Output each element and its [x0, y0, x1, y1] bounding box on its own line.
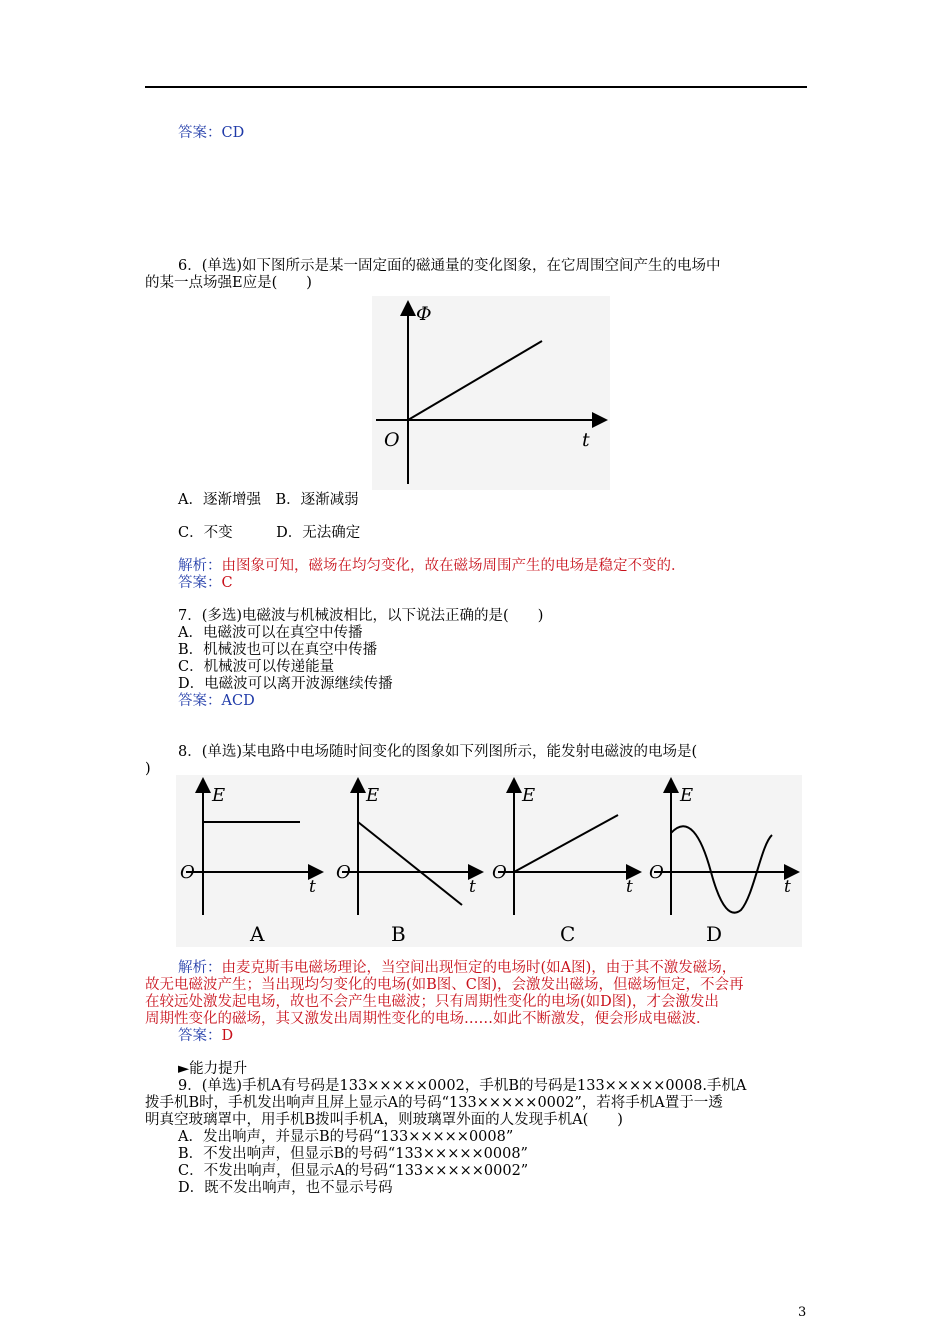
q8-answer [178, 1028, 233, 1045]
figure-letter: A [250, 922, 265, 946]
origin-label: O [180, 862, 195, 883]
q8-efield-graphs [176, 775, 802, 947]
origin-label: O [492, 862, 507, 883]
answer-5 [178, 125, 244, 142]
figure-letter: B [391, 922, 406, 946]
answer-value: D [221, 1028, 234, 1044]
answer-label: 答案： [178, 693, 222, 709]
q6-options-line2: C．不变 D．无法确定 [178, 525, 361, 541]
analysis-label: 解析： [178, 960, 222, 976]
x-axis-label: t [469, 877, 476, 897]
x-axis-label: t [784, 877, 791, 897]
y-axis-label: E [212, 785, 226, 806]
y-axis-label: E [522, 785, 536, 806]
q8-analysis-line3: 在较远处激发起电场，故也不会产生电磁波；只有周期性变化的电场(如D图)，才会激发出 [145, 994, 719, 1010]
answer-value: ACD [221, 693, 255, 709]
q8-stem-line2: ) [145, 761, 151, 777]
figure-letter: D [706, 922, 723, 946]
q6-analysis [178, 558, 686, 575]
q9-option-c: C．不发出响声，但显示A的号码“133×××××0002” [178, 1163, 529, 1179]
x-axis-label: t [309, 877, 316, 897]
q9-stem-line2: 拨手机B时，手机发出响声且屏上显示A的号码“133×××××0002”，若将手机A置于一透 [145, 1095, 723, 1111]
q6-answer [178, 575, 233, 592]
answer-label: 答案： [178, 575, 222, 591]
q9-stem-line1: 9．(单选)手机A有号码是133×××××0002，手机B的号码是133×××××0008.手机A [178, 1078, 747, 1094]
q9-option-d: D．既不发出响声，也不显示号码 [178, 1180, 393, 1196]
answer-label: 答案： [178, 125, 222, 141]
q6-stem-line1: 6．(单选)如下图所示是某一固定面的磁通量的变化图象，在它周围空间产生的电场中 [178, 258, 721, 274]
q9-stem-line3: 明真空玻璃罩中，用手机B拨叫手机A，则玻璃罩外面的人发现手机A( ) [145, 1112, 623, 1128]
q7-option-a: A．电磁波可以在真空中传播 [178, 625, 363, 641]
q7-option-d: D．电磁波可以离开波源继续传播 [178, 676, 393, 692]
origin-label: O [336, 862, 351, 883]
q6-flux-graph [372, 296, 610, 490]
y-axis-label: Φ [416, 303, 432, 325]
q7-stem: 7．(多选)电磁波与机械波相比，以下说法正确的是( ) [178, 608, 544, 624]
analysis-text: 由麦克斯韦电磁场理论，当空间出现恒定的电场时(如A图)，由于其不激发磁场， [221, 960, 737, 976]
q9-option-b: B．不发出响声，但显示B的号码“133×××××0008” [178, 1146, 528, 1162]
analysis-text: 由图象可知，磁场在均匀变化，故在磁场周围产生的电场是稳定不变的． [221, 558, 686, 574]
q8-analysis-line2: 故无电磁波产生；当出现均匀变化的电场(如B图、C图)，会激发出磁场，但磁场恒定，不会再 [145, 977, 744, 993]
figure-letter: C [560, 922, 576, 946]
answer-value: CD [221, 125, 245, 141]
x-axis-label: t [582, 429, 590, 451]
q8-stem-line1: 8．(单选)某电路中电场随时间变化的图象如下列图所示，能发射电磁波的电场是( [178, 744, 698, 760]
q6-stem-line2: 的某一点场强E应是( ) [145, 275, 312, 291]
q8-analysis-line1 [178, 960, 736, 977]
answer-value: C [221, 575, 233, 591]
y-axis-label: E [366, 785, 380, 806]
q7-option-b: B．机械波也可以在真空中传播 [178, 642, 378, 658]
origin-label: O [384, 429, 400, 451]
q6-options-line1: A．逐渐增强 B．逐渐减弱 [178, 492, 359, 508]
q7-option-c: C．机械波可以传递能量 [178, 659, 335, 675]
q7-answer [178, 693, 255, 710]
y-axis-label: E [680, 785, 694, 806]
answer-label: 答案： [178, 1028, 222, 1044]
q8-analysis-line4: 周期性变化的磁场，其又激发出周期性变化的电场……如此不断激发，便会形成电磁波． [145, 1011, 711, 1027]
section-title: ►能力提升 [178, 1061, 248, 1077]
analysis-label: 解析： [178, 558, 222, 574]
q9-option-a: A．发出响声，并显示B的号码“133×××××0008” [178, 1129, 514, 1145]
header-rule [145, 86, 807, 88]
x-axis-label: t [626, 877, 633, 897]
page-number: 3 [798, 1305, 807, 1320]
origin-label: O [649, 862, 664, 883]
